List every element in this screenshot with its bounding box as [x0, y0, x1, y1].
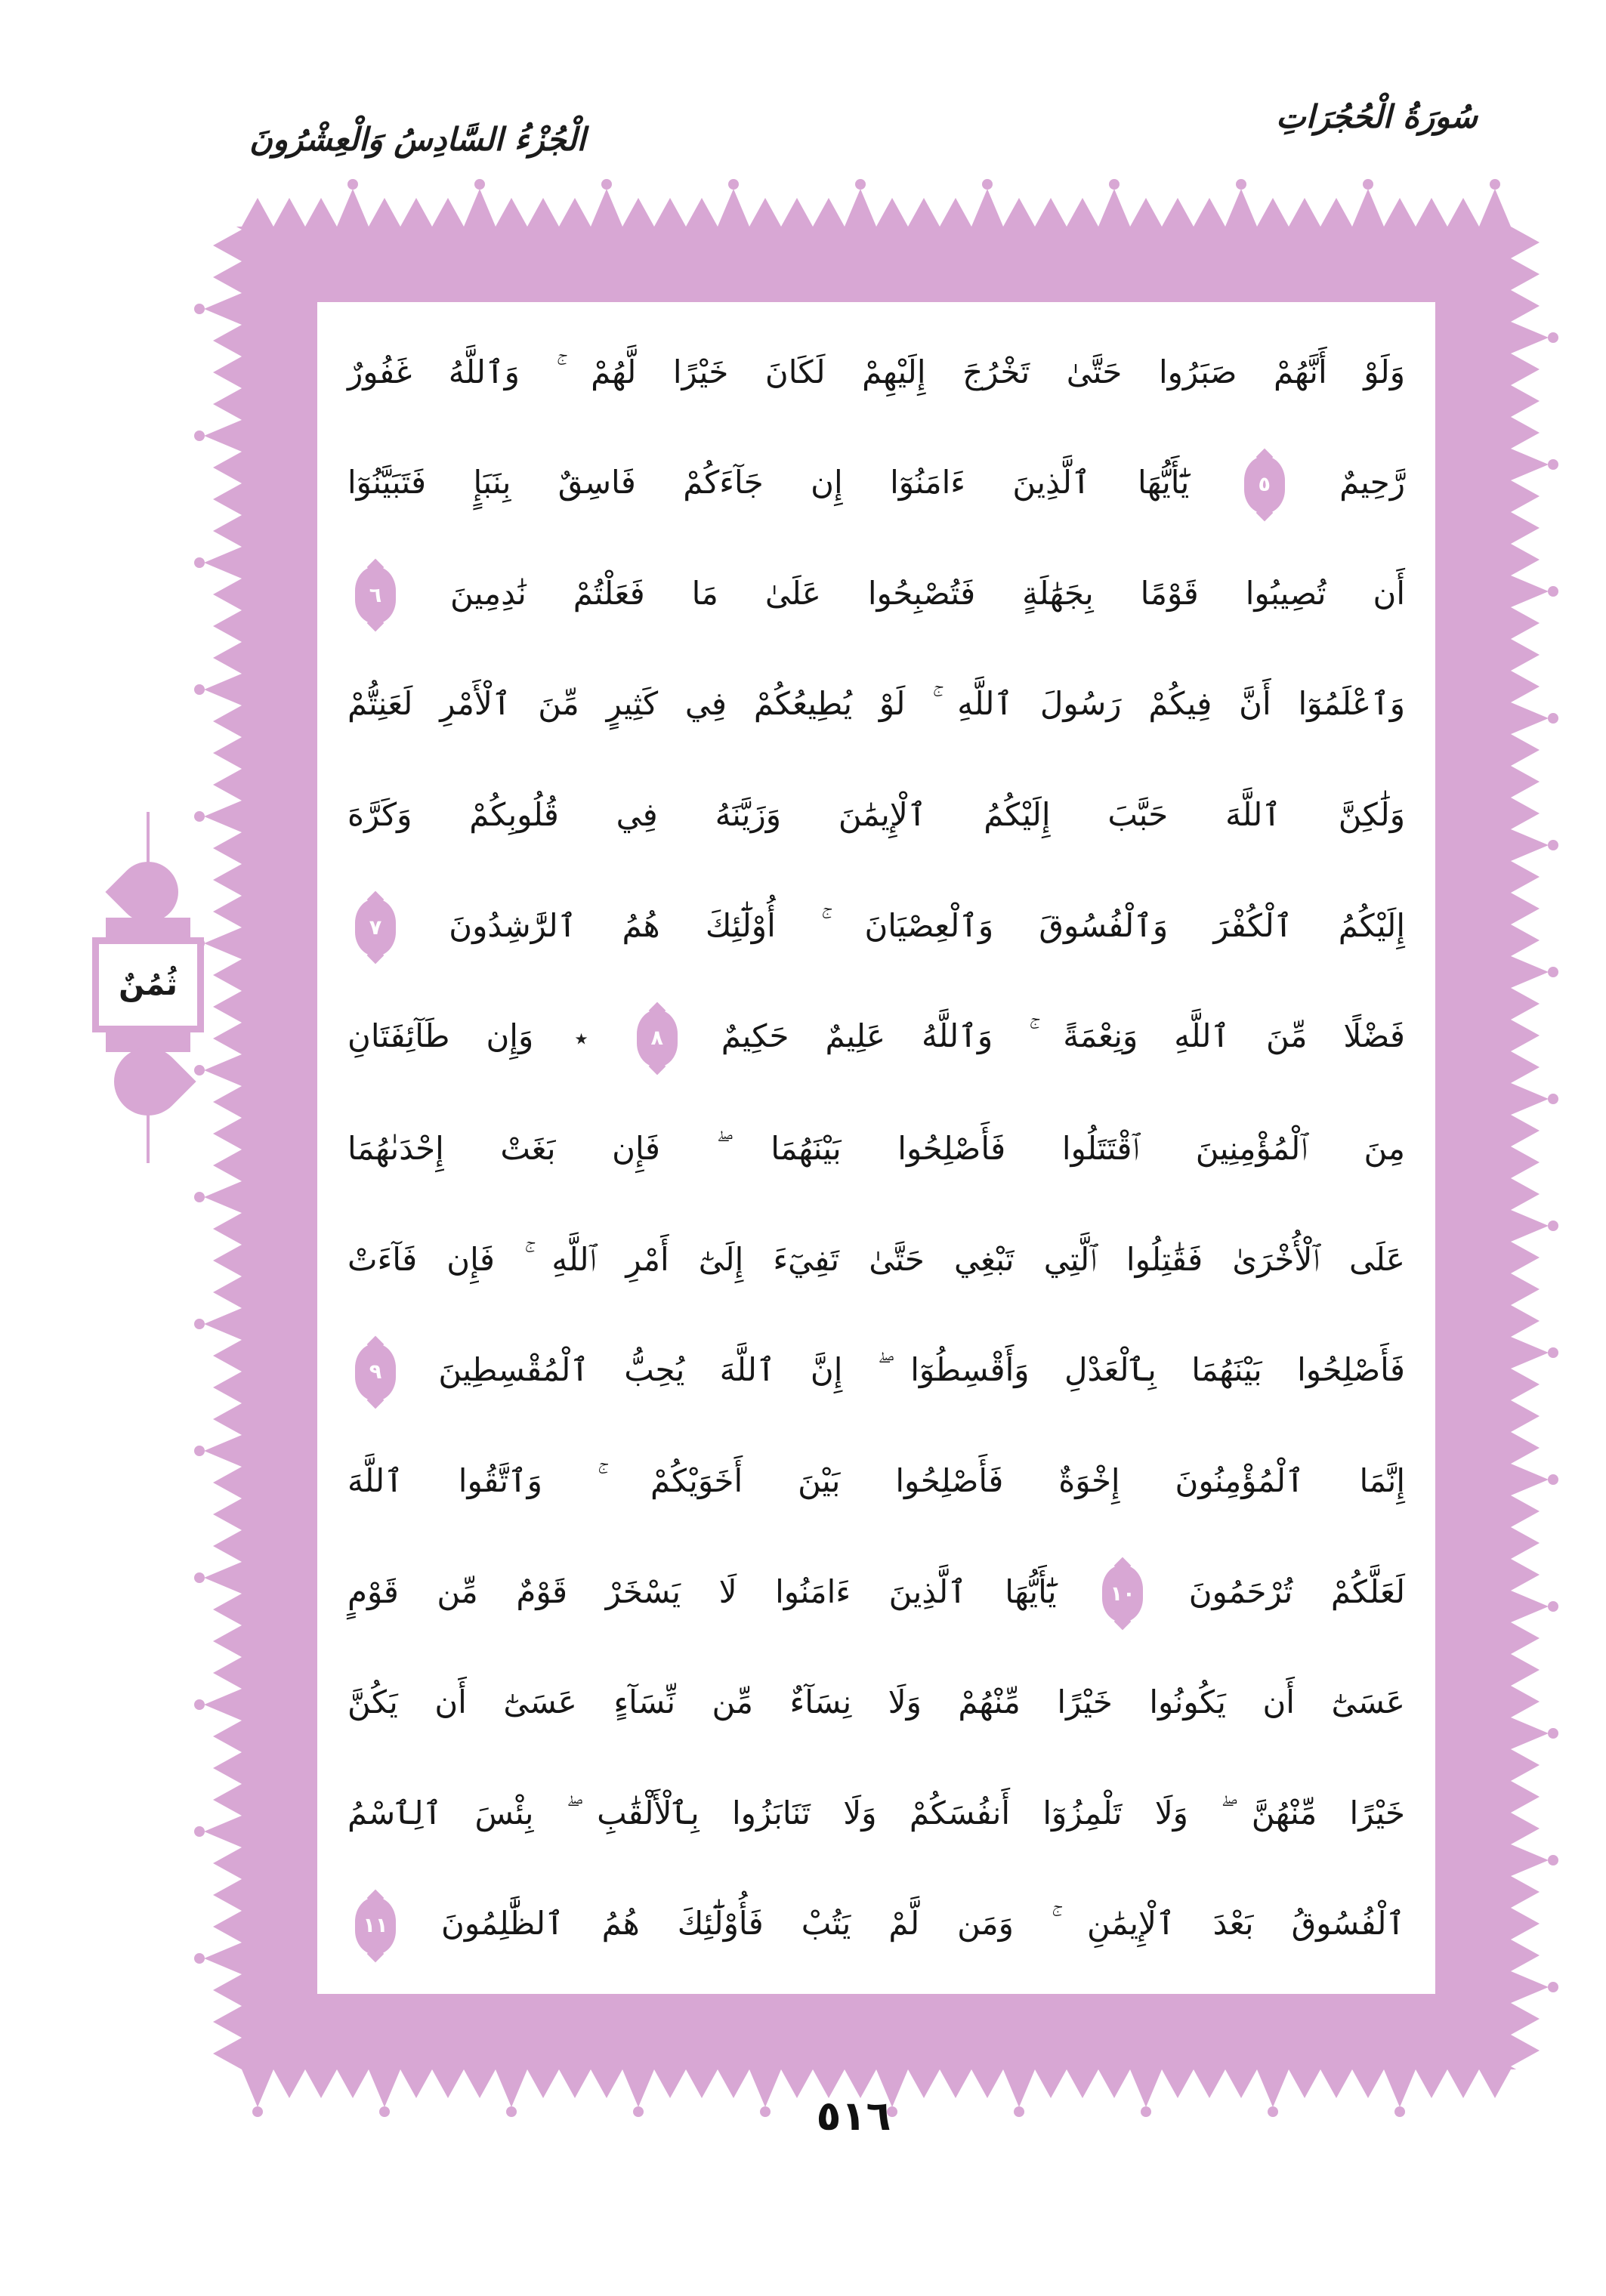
quran-line [347, 548, 1405, 639]
quran-line [347, 991, 1405, 1084]
quran-line [347, 1547, 1405, 1637]
juz-title-header: الْجُزْءُ السَّادِسُ وَالْعِشْرُونَ [249, 121, 586, 158]
quran-line [347, 1103, 1405, 1194]
verse-text: إِنَّمَا ٱلْمُؤْمِنُونَ إِخْوَةٌ فَأَصْلِحُوا بَيْنَ أَخَوَيْكُمْ ۚ وَٱتَّقُوا ٱللَّهَ [347, 1462, 1405, 1500]
verse-text: فَضْلًا مِّنَ ٱللَّهِ وَنِعْمَةً ۚ وَٱللَّهُ عَلِيمٌ حَكِيمٌ [721, 1017, 1405, 1055]
verse-lines [317, 302, 1435, 1994]
verse-text: أَن تُصِيبُوا قَوْمًا بِجَهَٰلَةٍ فَتُصْبِحُوا عَلَىٰ مَا فَعَلْتُمْ نَٰدِمِينَ [449, 574, 1405, 612]
quran-line [347, 1657, 1405, 1748]
page-number: ٥١٦ [816, 2092, 891, 2140]
ornament-collar-top [106, 918, 190, 937]
quran-line [347, 659, 1405, 749]
verse-text: إِلَيْكُمُ ٱلْكُفْرَ وَٱلْفُسُوقَ وَٱلْعِصْيَانَ ۚ أُوْلَٰٓئِكَ هُمُ ٱلرَّٰشِدُونَ [449, 906, 1405, 944]
quran-line [347, 327, 1405, 418]
quran-line [347, 770, 1405, 860]
ayah-number-medallion: ٥ [1244, 456, 1285, 514]
thumun-margin-ornament [89, 812, 207, 1163]
ayah-number-medallion: ١٠ [1102, 1565, 1143, 1622]
thumun-label: ثُمُنٌ [119, 967, 178, 1002]
quran-line [347, 1436, 1405, 1526]
verse-text: عَسَىٰٓ أَن يَكُونُوا خَيْرًا مِّنْهُمْ وَلَا نِسَآءٌ مِّن نِّسَآءٍ عَسَىٰٓ أَن يَكُنَّ [347, 1683, 1405, 1721]
verse-text: وَإِن طَآئِفَتَانِ [347, 1017, 534, 1055]
quran-line [347, 881, 1405, 971]
verse-text: يَٰٓأَيُّهَا ٱلَّذِينَ ءَامَنُوا لَا يَسْخَرْ قَوْمٌ مِّن قَوْمٍ [347, 1572, 1057, 1610]
quran-line [347, 437, 1405, 528]
frame-teeth-right [1511, 227, 1559, 2069]
ayah-number-medallion: ٧ [355, 899, 396, 956]
ayah-number-medallion: ٨ [637, 1010, 678, 1067]
verse-text: ٱلْفُسُوقُ بَعْدَ ٱلْإِيمَٰنِ ۚ وَمَن لَّمْ يَتُبْ فَأُوْلَٰٓئِكَ هُمُ ٱلظَّٰلِمُونَ [441, 1905, 1405, 1943]
ayah-number-medallion: ٦ [355, 566, 396, 624]
ayah-number-medallion: ٩ [355, 1344, 396, 1401]
verse-text: وَلَٰكِنَّ ٱللَّهَ حَبَّبَ إِلَيْكُمُ ٱلْإِيمَٰنَ وَزَيَّنَهُ فِي قُلُوبِكُمْ وَكَرَّهَ [347, 795, 1405, 833]
verse-text: مِنَ ٱلْمُؤْمِنِينَ ٱقْتَتَلُوا فَأَصْلِحُوا بَيْنَهُمَا ۖ فَإِن بَغَتْ إِحْدَىٰهُمَا [347, 1130, 1405, 1168]
thumun-label-box [92, 937, 204, 1032]
verse-text: رَّحِيمٌ [1339, 464, 1406, 501]
verse-text: وَلَوْ أَنَّهُمْ صَبَرُوا حَتَّىٰ تَخْرُجَ إِلَيْهِمْ لَكَانَ خَيْرًا لَّهُمْ ۚ وَٱللَّهُ غَفُورٌ [347, 353, 1405, 390]
verse-text: وَٱعْلَمُوٓا أَنَّ فِيكُمْ رَسُولَ ٱللَّهِ ۚ لَوْ يُطِيعُكُمْ فِي كَثِيرٍ مِّنَ ٱلْأَمْرِ لَعَنِتُّمْ [347, 685, 1405, 723]
surah-title-header: سُورَةُ الْحُجُرَاتِ [1276, 98, 1478, 135]
quran-line [347, 1325, 1405, 1415]
ayah-number-medallion: ١١ [355, 1897, 396, 1955]
verse-text: عَلَى ٱلْأُخْرَىٰ فَقَٰتِلُوا ٱلَّتِي تَبْغِي حَتَّىٰ تَفِيٓءَ إِلَىٰٓ أَمْرِ ٱللَّهِ ۚ فَإِن فَآءَتْ [347, 1240, 1405, 1278]
verse-text: فَأَصْلِحُوا بَيْنَهُمَا بِٱلْعَدْلِ وَأَقْسِطُوٓا ۖ إِنَّ ٱللَّهَ يُحِبُّ ٱلْمُقْسِطِينَ [438, 1351, 1405, 1389]
rub-el-hizb-star-icon: ٭ [574, 1023, 588, 1054]
verse-text: لَعَلَّكُمْ تُرْحَمُونَ [1188, 1572, 1406, 1610]
frame-teeth-top [242, 178, 1511, 227]
quran-line [347, 1214, 1405, 1305]
verse-text: يَٰٓأَيُّهَا ٱلَّذِينَ ءَامَنُوٓا إِن جَآءَكُمْ فَاسِقٌ بِنَبَإٍ فَتَبَيَّنُوٓا [347, 464, 1190, 501]
verse-text: خَيْرًا مِّنْهُنَّ ۖ وَلَا تَلْمِزُوٓا أَنفُسَكُمْ وَلَا تَنَابَزُوا بِٱلْأَلْقَٰبِ ۖ بِئْسَ ٱلِٱسْمُ [347, 1794, 1405, 1832]
quran-line [347, 1768, 1405, 1859]
quran-line [347, 1878, 1405, 1969]
